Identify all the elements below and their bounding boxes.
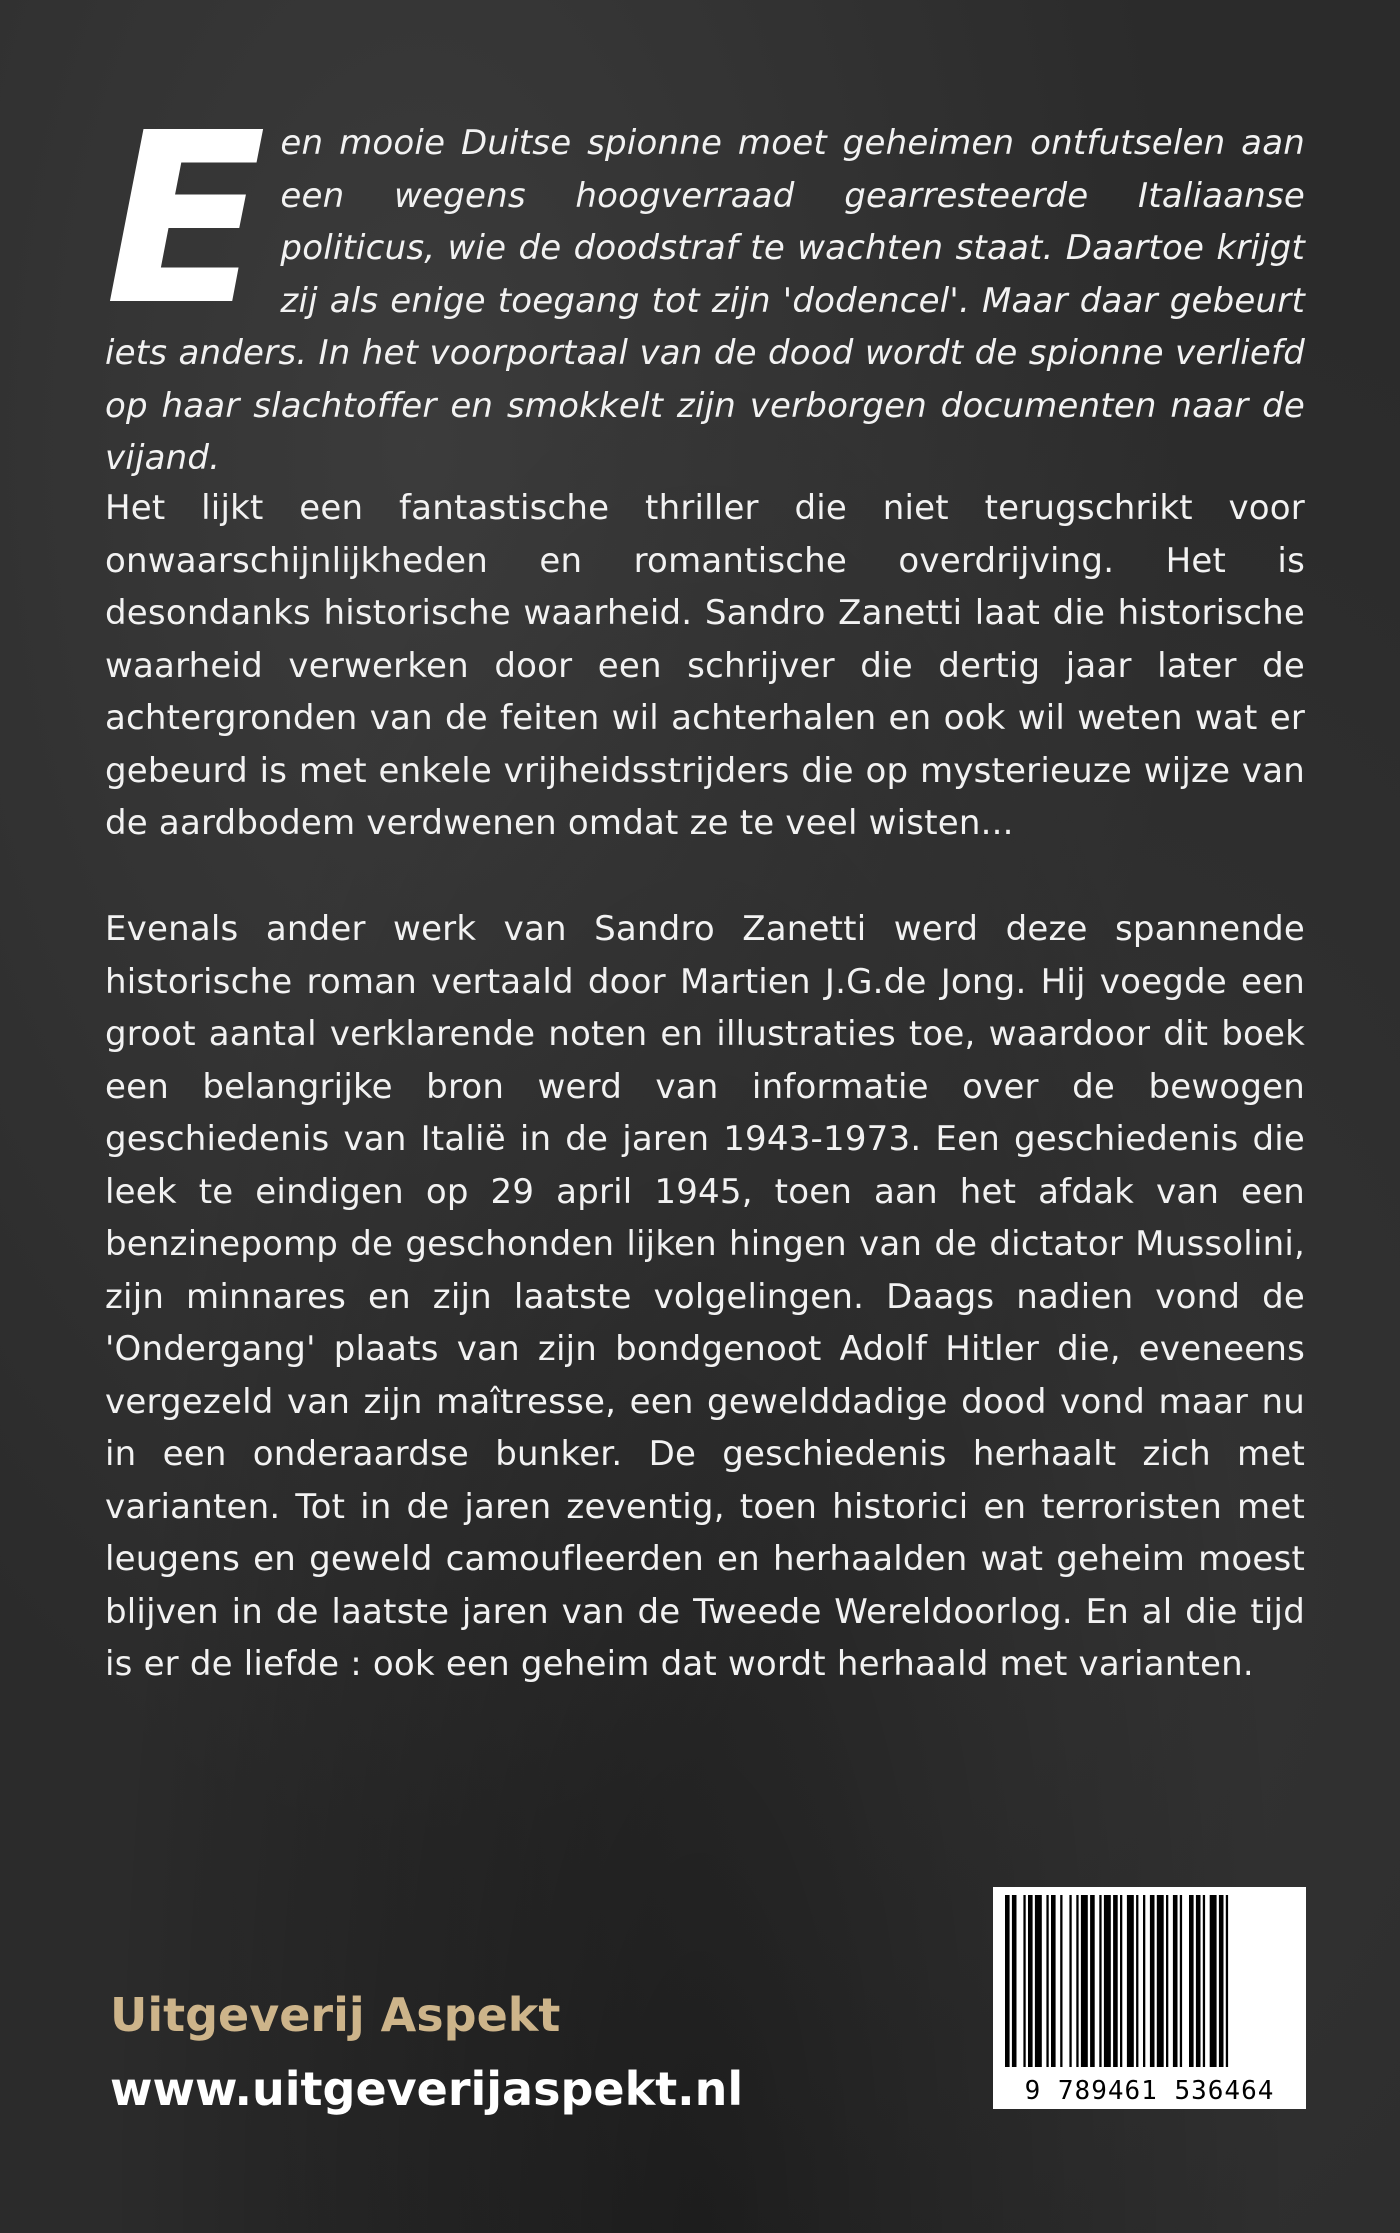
barcode-bar [1157,1895,1164,2067]
barcode-bar [1219,1895,1224,2067]
barcode-bar [1046,1895,1048,2067]
publisher-website[interactable]: www.uitgeverijaspekt.nl [110,2062,744,2116]
isbn-barcode [993,1887,1306,2109]
barcode-bar [1023,1895,1025,2067]
barcode-bar [1051,1895,1056,2067]
barcode-bar [1127,1895,1134,2067]
barcode-bar [1012,1895,1017,2067]
barcode-bar [1076,1895,1078,2067]
barcode-bar [1203,1895,1205,2067]
barcode-bars [1001,1895,1298,2067]
barcode-bar [1226,1895,1228,2067]
isbn-number: 9 789461 536464 [1024,2076,1275,2106]
intro-text: en mooie Duitse spionne moet geheimen ontfutselen aan een wegens hoogverraad gearresteerde Italiaanse politicus, wie de doodstraf te wachten staat. Daartoe krijgt zij als enige toegang tot zijn 'dodencel'. Maar daar gebeurt iets anders. In het voorportaal van de dood wordt de spionne verliefd op haar slachtoffer en smokkelt zijn verborgen documenten naar de vijand. [105,123,1305,478]
barcode-bar [1090,1895,1095,2067]
barcode-bar [1166,1895,1168,2067]
barcode-bar [1113,1895,1118,2067]
synopsis-paragraph-3: Evenals ander werk van Sandro Zanetti werd deze spannende historische roman vertaald door Martien J.G.de Jong. Hij voegde een groot aantal verklarende noten en illustraties toe, waardoor dit boek een belangrijke bron werd van informatie over de bewogen geschiedenis van Italië in de jaren 1943-1973. Een geschiedenis die leek te eindigen op 29 april 1945, toen aan het afdak van een benzinepomp de geschonden lijken hingen van de dictator Mussolini, zijn minnares en zijn laatste volgelingen. Daags nadien vond de 'Ondergang' plaats van zijn bondgenoot Adolf Hitler die, eveneens vergezeld van zijn maîtresse, een gewelddadige dood vond maar nu in een onderaardse bunker. De geschiedenis herhaalt zich met varianten. Tot in de jaren zeventig, toen historici en terroristen met leugens en geweld camoufleerden en herhaalden wat geheim moest blijven in de laatste jaren van de Tweede Wereldoorlog. En al die tijd is er de liefde : ook een geheim dat wordt herhaald met varianten. [105,909,1305,1684]
intro-paragraph [105,82,1305,485]
synopsis-paragraph-2: Het lijkt een fantastische thriller die niet terugschrikt voor onwaarschijnlijkheden en romantische overdrijving. Het is desondanks historische waarheid. Sandro Zanetti laat die historische waarheid verwerken door een schrijver die dertig jaar later de achtergronden van de feiten wil achterhalen en ook wil weten wat er gebeurd is met enkele vrijheidsstrijders die op mysterieuze wijze van de aardbodem verdwenen omdat ze te veel wisten... [105,488,1305,843]
barcode-bar [1099,1895,1101,2067]
barcode-bar [1104,1895,1111,2067]
publisher-name: Uitgeverij Aspekt [110,1988,561,2042]
barcode-bar [1028,1895,1033,2067]
barcode-bar [1081,1895,1088,2067]
barcode-bar [1060,1895,1062,2067]
barcode-bar [1173,1895,1178,2067]
barcode-bar [1196,1895,1201,2067]
barcode-bar [1189,1895,1194,2067]
barcode-bar [1150,1895,1155,2067]
barcode-bar [1120,1895,1122,2067]
barcode-bar [1035,1895,1042,2067]
barcode-bar [1005,1895,1010,2067]
barcode-bar [1143,1895,1145,2067]
barcode-bar [1069,1895,1071,2067]
barcode-bar [1210,1895,1217,2067]
barcode-bar [1180,1895,1182,2067]
barcode-bar [1136,1895,1138,2067]
drop-cap: E [105,82,267,357]
